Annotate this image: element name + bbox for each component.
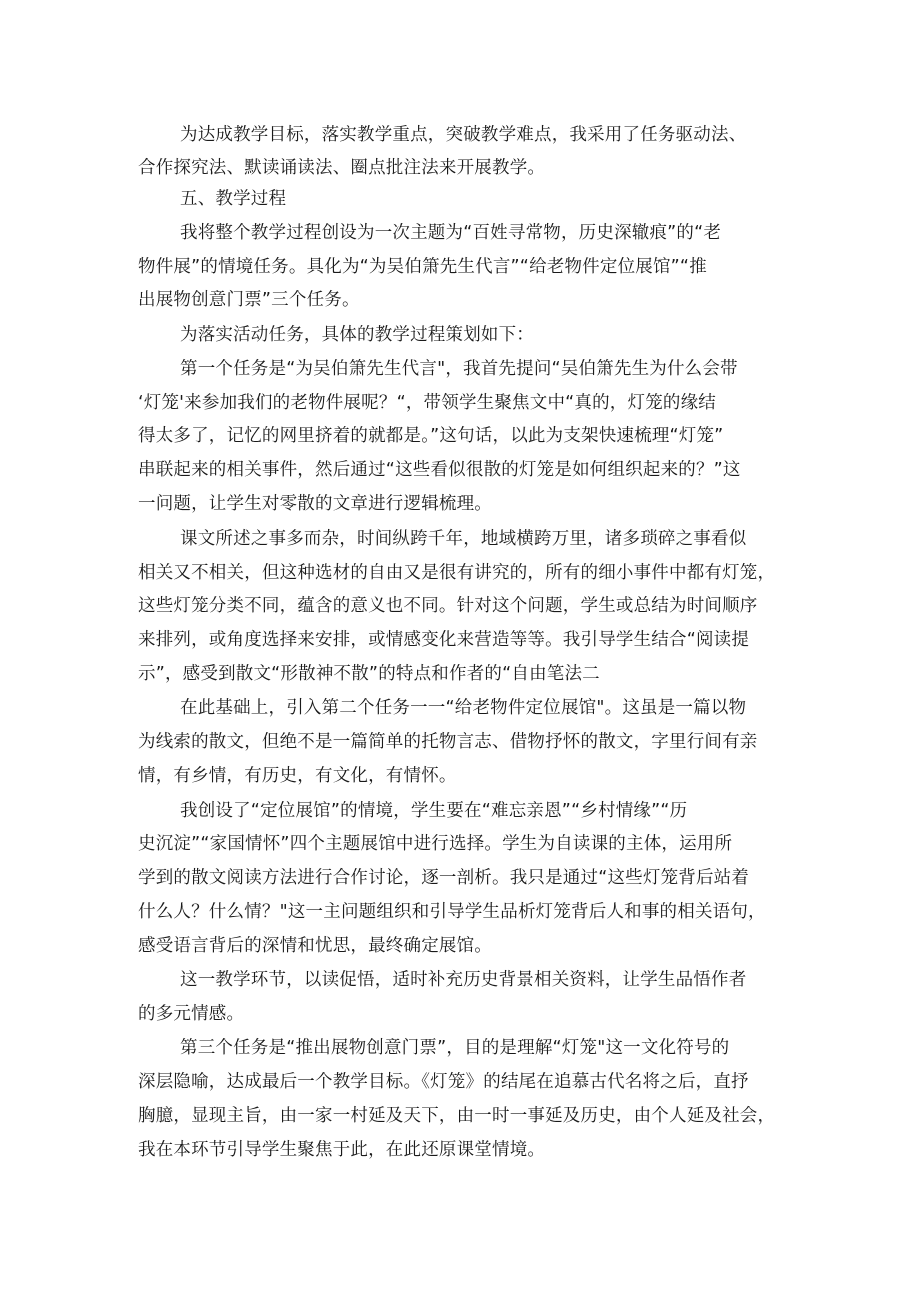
paragraph-line: 我在本环节引导学生聚焦于此，在此还原课堂情境。 (138, 1140, 546, 1160)
paragraph-line: 课文所述之事多而杂，时间纵跨千年，地域横跨万里，诸多琐碎之事看似 (180, 529, 747, 549)
section-heading: 五、教学过程 (180, 189, 287, 209)
paragraph-line: 这些灯笼分类不同，蕴含的意义也不同。针对这个问题，学生或总结为时间顺序 (138, 596, 758, 616)
paragraph-line: 深层隐喻，达成最后一个教学目标。《灯笼》的结尾在追慕古代名将之后，直抒 (138, 1072, 749, 1092)
paragraph-line: 在此基础上，引入第二个任务一一“给老物件定位展馆"。这虽是一篇以物 (180, 698, 747, 718)
paragraph-line: 这一教学环节，以读促悟，适时补充历史背景相关资料，让学生品悟作者 (180, 970, 747, 990)
paragraph-line: 相关又不相关，但这种选材的自由又是很有讲究的，所有的细小事件中都有灯笼， (138, 563, 776, 583)
paragraph-line: 的多元情感。 (138, 1004, 245, 1024)
paragraph-line: 史沉淀”“家国情怀”四个主题展馆中进行选择。学生为自读课的主体，运用所 (138, 834, 733, 854)
paragraph-line: 得太多了，记忆的网里挤着的就都是。”这句话，以此为支架快速梳理“灯笼” (138, 426, 724, 446)
paragraph-line: ‘灯笼'来参加我们的老物件展呢？“，带领学生聚焦文中“真的，灯笼的缘结 (138, 393, 717, 413)
paragraph-line: 什么人？什么情？"这一主问题组织和引导学生品析灯笼背后人和事的相关语句， (138, 902, 766, 922)
paragraph-line: 学到的散文阅读方法进行合作讨论，逐一剖析。我只是通过“这些灯笼背后站着 (138, 868, 750, 888)
paragraph-line: 感受语言背后的深情和忧思，最终确定展馆。 (138, 936, 492, 956)
paragraph-line: 示”，感受到散文“形散神不散”的特点和作者的“自由笔法二 (138, 664, 600, 684)
paragraph-line: 为落实活动任务，具体的教学过程策划如下： (180, 325, 534, 345)
paragraph-line: 串联起来的相关事件，然后通过“这些看似很散的灯笼是如何组织起来的？”这 (138, 460, 741, 480)
paragraph-line: 出展物创意门票”三个任务。 (138, 290, 360, 310)
paragraph-line: 我将整个教学过程创设为一次主题为“百姓寻常物，历史深辙痕”的“老 (180, 223, 722, 243)
paragraph-line: 第三个任务是“推出展物创意门票”，目的是理解“灯笼"这一文化符号的 (180, 1038, 730, 1058)
paragraph-line: 物件展”的情境任务。具化为“为吴伯箫先生代言”“给老物件定位展馆”“推 (138, 257, 707, 277)
paragraph-line: 为线索的散文，但绝不是一篇简单的托物言志、借物抒怀的散文，字里行间有亲 (138, 732, 758, 752)
paragraph-line: 一问题，让学生对零散的文章进行逻辑梳理。 (138, 494, 492, 514)
paragraph-line: 来排列，或角度选择来安排，或情感变化来营造等等。我引导学生结合“阅读提 (138, 630, 750, 650)
paragraph-line: 合作探究法、默读诵读法、圈点批注法来开展教学。 (138, 158, 546, 178)
paragraph-line: 为达成教学目标，落实教学重点，突破教学难点，我采用了任务驱动法、 (180, 125, 747, 145)
paragraph-line: 胸臆，显现主旨，由一家一村延及天下，由一时一事延及历史，由个人延及社会， (138, 1106, 776, 1126)
paragraph-line: 情，有乡情，有历史，有文化，有情怀。 (138, 766, 457, 786)
paragraph-line: 第一个任务是“为吴伯箫先生代言"，我首先提问“吴伯箫先生为什么会带 (180, 359, 738, 379)
paragraph-line: 我创设了“定位展馆”的情境，学生要在“难忘亲恩”“乡村情缘”“历 (180, 801, 688, 821)
